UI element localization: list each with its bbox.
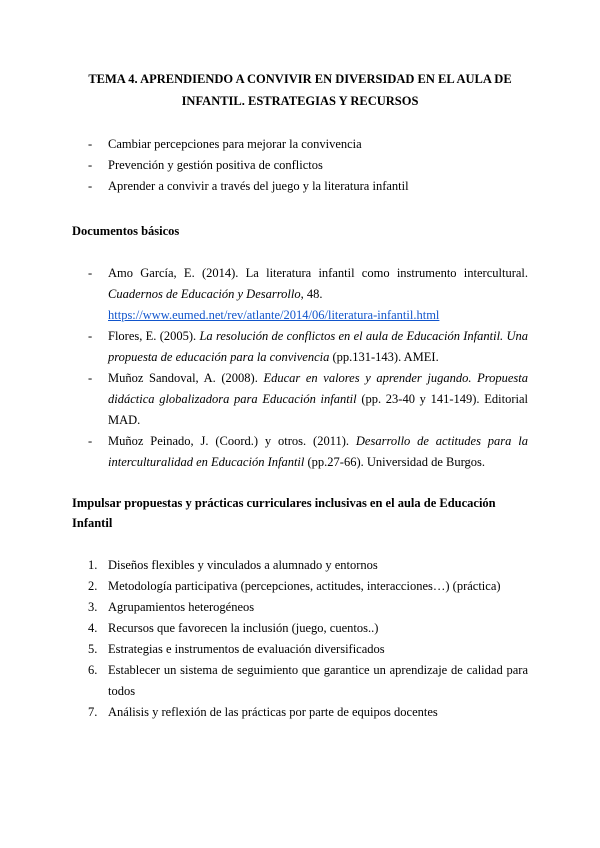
item-number: 3. [88,600,98,614]
document-item [72,263,528,326]
document-title: La resolución de conflictos en el aula de Educación Infantil. Una propuesta de educación para la convivencia [108,329,528,364]
practice-text: Metodología participativa (percepciones, actitudes, interacciones…) (práctica) [108,579,501,593]
dash-bullet: - [88,179,93,193]
practice-item [72,618,528,639]
document-journal: Cuadernos de Educación y Desarrollo [108,287,301,301]
dash-bullet: - [88,329,93,343]
list-item-text: Cambiar percepciones para mejorar la convivencia [108,137,362,151]
intro-list [72,134,528,197]
practice-item [72,702,528,723]
practice-text: Agrupamientos heterogéneos [108,600,255,614]
list-item-text: Prevención y gestión positiva de conflictos [108,158,323,172]
item-number: 4. [88,621,98,635]
list-item-text: Aprender a convivir a través del juego y la literatura infantil [108,179,409,193]
dash-bullet: - [88,266,93,280]
practice-text: Análisis y reflexión de las prácticas por parte de equipos docentes [108,705,438,719]
document-title: Desarrollo de actitudes para la interculturalidad en Educación Infantil [108,434,528,469]
document-link[interactable]: https://www.eumed.net/rev/atlante/2014/06/literatura-infantil.html [108,308,440,322]
list-item [72,134,528,155]
document-details: , 48. [300,287,323,301]
document-details: (pp.131-143). AMEI. [329,350,439,364]
item-number: 2. [88,579,98,593]
item-number: 6. [88,663,98,677]
practice-text: Diseños flexibles y vinculados a alumnado y entornos [108,558,378,572]
title-line-1: TEMA 4. APRENDIENDO A CONVIVIR EN DIVERSIDAD EN EL AULA DE [88,72,512,86]
document-details: (pp. 23-40 y 141-149). Editorial MAD. [108,392,528,427]
dash-bullet: - [88,158,93,172]
documents-list [72,263,528,473]
practice-text: Recursos que favorecen la inclusión (juego, cuentos..) [108,621,379,635]
document-title: La literatura infantil como instrumento intercultural. [245,266,528,280]
document-author: Muñoz Sandoval, A. (2008). [108,371,264,385]
practice-item [72,660,528,702]
list-item [72,176,528,197]
document-item [72,431,528,473]
title-line-2: INFANTIL. ESTRATEGIAS Y RECURSOS [181,94,419,108]
dash-bullet: - [88,434,93,448]
document-author: Flores, E. (2005). [108,329,200,343]
dash-bullet: - [88,137,93,151]
item-number: 5. [88,642,98,656]
practice-text: Establecer un sistema de seguimiento que garantice un aprendizaje de calidad para todos [108,663,528,698]
practice-item [72,597,528,618]
practice-item [72,639,528,660]
page-title [72,68,528,112]
practice-item [72,576,528,597]
item-number: 1. [88,558,98,572]
document-details: (pp.27-66). Universidad de Burgos. [304,455,486,469]
dash-bullet: - [88,371,93,385]
list-item [72,155,528,176]
item-number: 7. [88,705,98,719]
practice-text: Estrategias e instrumentos de evaluación diversificados [108,642,385,656]
practices-heading: Impulsar propuestas y prácticas curriculares inclusivas en el aula de Educación Infantil [72,496,496,530]
document-item [72,368,528,431]
docs-heading: Documentos básicos [72,224,180,238]
document-item [72,326,528,368]
practices-list [72,555,528,723]
practice-item [72,555,528,576]
document-title: Educar en valores y aprender jugando. Propuesta didáctica globalizadora para Educación infantil [108,371,528,406]
document-author: Amo García, E. (2014). [108,266,246,280]
document-author: Muñoz Peinado, J. (Coord.) y otros. (2011). [108,434,356,448]
